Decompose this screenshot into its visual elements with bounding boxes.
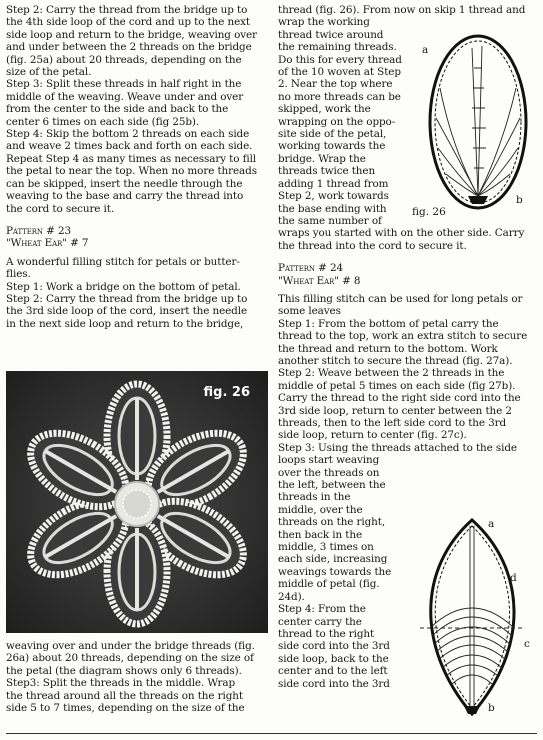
text-line: loops start weaving (278, 454, 380, 467)
text-line: Step 3: Split these threads in half right in the (6, 78, 242, 91)
figure-27-diagram (406, 518, 538, 718)
text-line: some leaves (278, 305, 341, 318)
text-line: middle, over the (278, 503, 363, 516)
text-line: the 3rd side loop of the cord, insert the needle (6, 305, 247, 318)
text-line: threads, then to the left side cord to the 3rd (278, 417, 507, 429)
text-line: flies. (6, 268, 31, 281)
text-line: skipped, work the (278, 103, 371, 116)
text-line: the petal (the diagram shows only 6 threads). (6, 664, 242, 677)
pattern-24-name: "Wheat Ear" # 8 (278, 274, 361, 287)
text-line: Step 1: From the bottom of petal carry the (278, 317, 499, 330)
text-line: Step 4: From the (278, 603, 366, 616)
text-line: Repeat Step 4 as many times as necessary to fill (6, 152, 257, 165)
text-line: the base ending with (278, 202, 387, 215)
fig-26-caption: fig. 26 (412, 206, 446, 218)
text-line: and under between the 2 threads on the bridge (6, 41, 252, 54)
text-line: Step 3: Using the threads attached to the side (278, 441, 517, 454)
text-line: over the threads on (278, 466, 380, 479)
text-line: 26a) about 20 threads, depending on the size of (6, 652, 254, 665)
pattern-24-heading: Pattern # 24 (278, 262, 343, 275)
text-line: of the 10 woven at Step (278, 66, 401, 79)
text-line: center carry the (278, 615, 362, 628)
text-line: threads on the right, (278, 516, 386, 529)
text-line: A wonderful filling stitch for petals or butter- (6, 255, 240, 268)
text-line: weaving to the base and carry the thread into (6, 190, 244, 203)
text-line: and weave 2 times back and forth on each side. (6, 140, 253, 153)
text-line: thread to the top, work an extra stitch to secure (278, 330, 528, 343)
text-line: side loop and return to the bridge, weaving over (6, 28, 257, 41)
text-line: Step 2, work towards (278, 190, 389, 203)
page-bottom-rule (6, 733, 537, 734)
text-line: the thread into the cord to secure it. (278, 239, 467, 252)
text-line: the left, between the (278, 479, 386, 492)
text-line: size of the petal. (6, 66, 92, 79)
text-line: the thread and return to the bottom. Work (278, 342, 498, 355)
text-line: the remaining threads. (278, 41, 397, 54)
text-line: the 4th side loop of the cord and up to the next (6, 16, 250, 29)
left-column-top (6, 4, 270, 330)
text-line: adding 1 thread from (278, 177, 389, 190)
text-line: 3rd side loop, return to center between the 2 (278, 404, 512, 417)
text-line: Carry the thread to the right side cord into the (278, 392, 521, 405)
fig-27-label-a: a (488, 518, 495, 530)
lace-flower-photo (6, 371, 268, 633)
text-line: side 5 to 7 times, depending on the size of the (6, 702, 245, 715)
text-line: side cord into the 3rd (278, 677, 390, 690)
text-line: weaving over and under the bridge threads (fig. (6, 640, 255, 652)
left-column-bottom (6, 640, 270, 714)
text-line: wrapping on the oppo- (278, 115, 396, 128)
text-line: weavings towards the (278, 565, 392, 578)
text-line: site side of the petal, (278, 128, 387, 141)
text-line: Step 1: Work a bridge on the bottom of petal. (6, 280, 241, 293)
text-line: threads in the (278, 491, 351, 504)
fig-27-label-c: c (524, 638, 530, 650)
text-line: the same number of (278, 214, 382, 227)
text-line: another stitch to secure the thread (fig. 27a). (278, 354, 513, 367)
text-line: threads twice then (278, 165, 376, 178)
text-line: Step3: Split the threads in the middle. Wrap (6, 677, 236, 690)
text-line: Step 2: Carry the thread from the bridge up to (6, 292, 248, 305)
text-line: Step 4: Skip the bottom 2 threads on each side (6, 128, 250, 141)
text-line: then back in the (278, 528, 363, 541)
petal-diagram-27 (406, 518, 538, 718)
text-line: middle, 3 times on (278, 541, 374, 554)
text-line: Step 2: Weave between the 2 threads in the (278, 367, 505, 380)
text-line: side loop, back to the (278, 652, 389, 665)
text-line: center 6 times on each side (fig 25b). (6, 115, 200, 128)
text-line: 24d). (278, 590, 305, 603)
fig-26-label-b: b (516, 194, 523, 206)
figure-26-diagram (412, 28, 538, 228)
photo-figure-label: fig. 26 (203, 385, 250, 400)
text-line: (fig. 25a) about 20 threads, depending on the (6, 53, 242, 66)
text-line: middle of petal (fig. (278, 578, 380, 591)
text-line: the cord to secure it. (6, 202, 115, 215)
text-line: side loop, return to center (fig. 27c). (278, 429, 467, 442)
flower-photo-drawing (6, 371, 268, 633)
text-line: wraps you started with on the other side. Carry (278, 227, 525, 240)
text-line: no more threads can be (278, 90, 401, 103)
text-line: working towards the (278, 140, 386, 153)
fig-26-label-a: a (422, 44, 429, 56)
text-line: This filling stitch can be used for long petals or (278, 292, 523, 305)
text-line: can be skipped, insert the needle through the (6, 177, 243, 190)
pattern-23-heading: Pattern # 23 (6, 224, 71, 237)
text-line: the thread around all the threads on the right (6, 689, 243, 702)
text-line: in the next side loop and return to the bridge, (6, 317, 244, 330)
fig-27-label-b: b (488, 702, 495, 714)
text-line: side cord into the 3rd (278, 640, 390, 653)
fig-27-label-d: d (510, 572, 517, 584)
text-line: middle of the weaving. Weave under and over (6, 90, 244, 103)
text-line: from the center to the side and back to the (6, 103, 229, 116)
text-line: center and to the left (278, 665, 388, 678)
text-line: bridge. Wrap the (278, 152, 366, 165)
text-line: Step 2: Carry the thread from the bridge up to (6, 4, 248, 16)
text-line: middle of petal 5 times on each side (fig 27b). (278, 379, 516, 392)
text-line: 2. Near the top where (278, 78, 393, 91)
pattern-23-name: "Wheat Ear" # 7 (6, 237, 89, 250)
text-line: thread (fig. 26). From now on skip 1 thread and (278, 4, 526, 16)
text-line: each side, increasing (278, 553, 388, 566)
text-line: thread twice around (278, 28, 384, 41)
text-line: wrap the working (278, 16, 370, 29)
text-line: Do this for every thread (278, 53, 402, 66)
text-line: the petal to near the top. When no more threads (6, 165, 257, 178)
text-line: thread to the right (278, 627, 375, 640)
